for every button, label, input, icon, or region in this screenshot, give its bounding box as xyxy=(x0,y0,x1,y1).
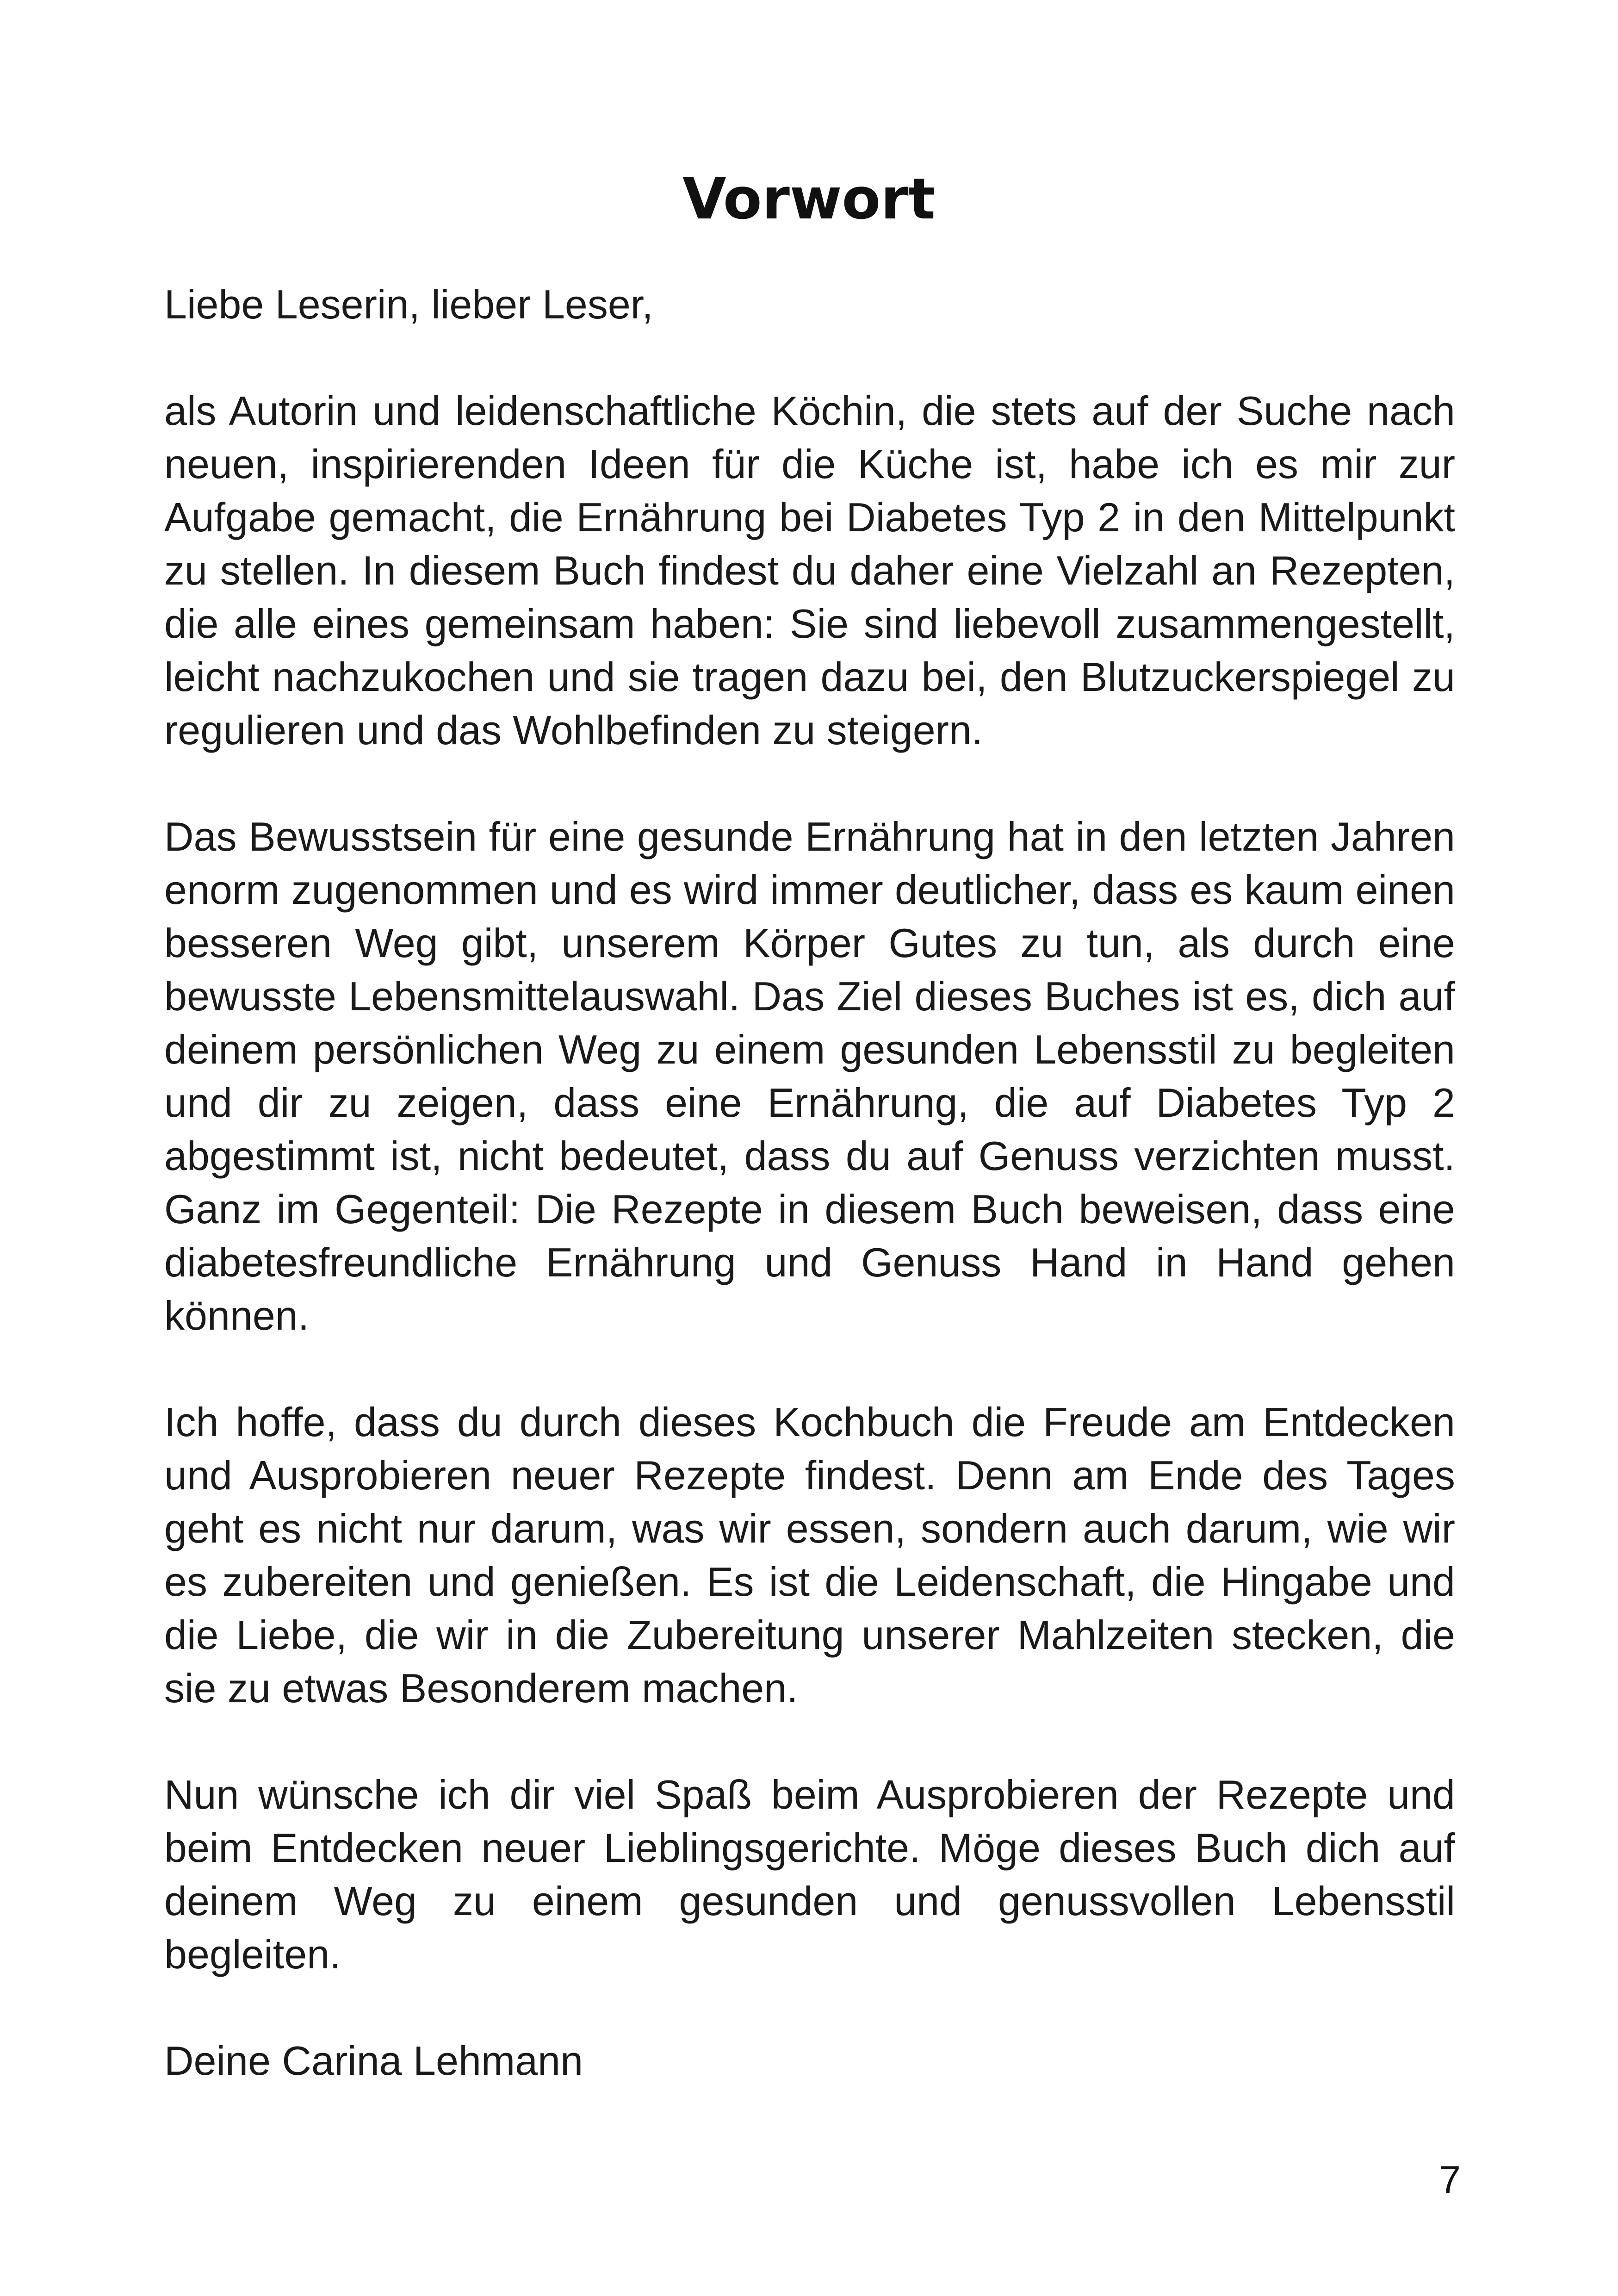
page-number: 7 xyxy=(1439,2158,1461,2202)
paragraph-2: Das Bewusstsein für eine gesunde Ernährung hat in den letzten Jahren enorm zugenommen und es wird immer deutlicher, dass es kaum einen besseren Weg gibt, unserem Körper Gutes zu tun, als durch eine bewusste Lebensmittelauswahl. Das Ziel dieses Buches ist es, dich auf deinem persönlichen Weg zu einem gesunden Lebensstil zu begleiten und dir zu zeigen, dass eine Ernährung, die auf Diabetes Typ 2 abgestimmt ist, nicht bedeutet, dass du auf Genuss verzichten musst. Ganz im Gegenteil: Die Rezepte in diesem Buch beweisen, dass eine diabetesfreundliche Ernährung und Genuss Hand in Hand gehen können. xyxy=(164,814,1455,1338)
page-title: Vorwort xyxy=(682,166,936,232)
paragraph-1: als Autorin und leidenschaftliche Köchin, die stets auf der Suche nach neuen, inspirierenden Ideen für die Küche ist, habe ich es mir zur Aufgabe gemacht, die Ernährung bei Diabetes Typ 2 in den Mittelpunkt zu stellen. In diesem Buch findest du daher eine Vielzahl an Rezepten, die alle eines gemeinsam haben: Sie sind liebevoll zusammengestellt, leicht nachzukochen und sie tragen dazu bei, den Blutzuckerspiegel zu regulieren und das Wohlbefinden zu steigern. xyxy=(164,388,1455,753)
salutation: Liebe Leserin, lieber Leser, xyxy=(164,281,653,327)
foreword-body xyxy=(164,278,1455,2140)
paragraph-3: Ich hoffe, dass du durch dieses Kochbuch die Freude am Entdecken und Ausprobieren neuer Rezepte findest. Denn am Ende des Tages geht es nicht nur darum, was wir essen, sondern auch darum, wie wir es zubereiten und genießen. Es ist die Leidenschaft, die Hingabe und die Liebe, die wir in die Zubereitung unserer Mahlzeiten stecken, die sie zu etwas Besonderem machen. xyxy=(164,1399,1455,1711)
signature: Deine Carina Lehmann xyxy=(164,2038,583,2084)
paragraph-4: Nun wünsche ich dir viel Spaß beim Ausprobieren der Rezepte und beim Entdecken neuer Lieblingsgerichte. Möge dieses Buch dich auf deinem Weg zu einem gesunden und genussvollen Lebensstil begleiten. xyxy=(164,1772,1455,1977)
